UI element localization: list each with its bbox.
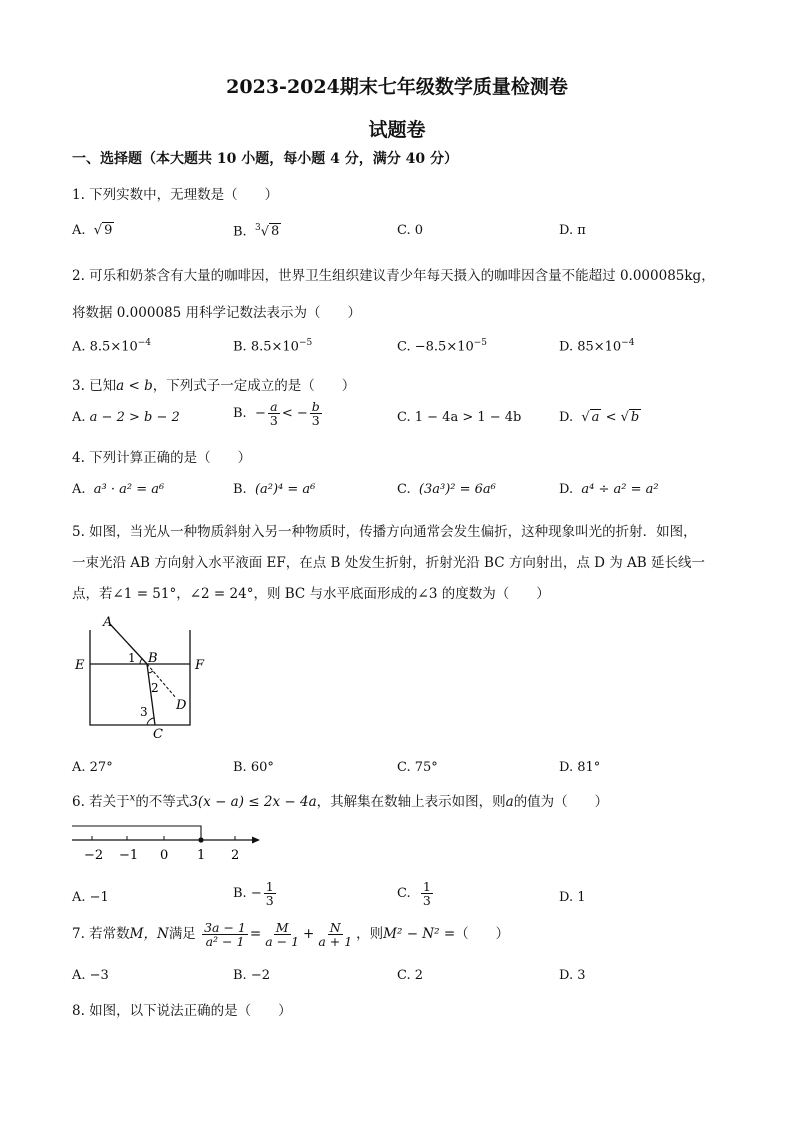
q1-option-b: B. $^3$√ 8 xyxy=(233,223,280,240)
q6-option-d: D. 1 xyxy=(559,890,586,905)
q5-option-b: B. 60° xyxy=(233,760,274,775)
angle-2-arc xyxy=(148,671,153,673)
label-a: A xyxy=(103,615,113,630)
q6-option-a: A. −1 xyxy=(72,890,109,905)
q5-option-c: C. 75° xyxy=(397,760,438,775)
q3-option-b: B. − $\frac{a}{3}$ < − $\frac{b}{3}$ xyxy=(233,399,320,429)
q1-option-a: A. √ 9 xyxy=(72,223,113,238)
q4-option-d: D. a⁴ ÷ a² = a² xyxy=(559,482,659,497)
q6-option-c: C. $\frac{1}{3}$ xyxy=(397,879,431,909)
tick-label: 2 xyxy=(231,848,240,863)
q2-option-c: C. $-8.5\times 10^{-5}$ xyxy=(397,338,488,355)
question-7-stem: 7. 若常数M，N满足 $\frac{3a - 1}{\text{a² − 1}}$ = $\frac{M}{a - 1}$ + $\frac{N}{a + 1}$ ，则M² − N² =（ ） xyxy=(72,920,510,950)
q1-option-d: D. π xyxy=(559,223,586,238)
angle-1-arc xyxy=(140,659,142,664)
label-angle-3: 3 xyxy=(140,705,148,719)
refraction-figure xyxy=(70,612,220,747)
label-f: F xyxy=(195,658,205,673)
question-6-stem: 6. 若关于$^x$的不等式3(x − a) ≤ 2x − 4a，其解集在数轴上表示如图，则a的值为（ ） xyxy=(72,792,609,810)
q4-option-a: A. a³ · a² = a⁶ xyxy=(72,482,165,497)
q7-option-b: B. −2 xyxy=(233,968,270,983)
question-5-line-1: 5. 如图，当光从一种物质斜射入另一种物质时，传播方向通常会发生偏折，这种现象叫光的折射．如图， xyxy=(72,524,697,540)
q2-option-a: A. $8.5\times 10^{-4}$ xyxy=(72,338,152,355)
angle-3-arc xyxy=(147,718,154,725)
label-d: D xyxy=(176,698,187,713)
q3-option-d: D. √ a < √ b xyxy=(559,410,640,425)
tick-label: −2 xyxy=(84,848,104,863)
question-5-line-2: 一束光沿 AB 方向射入水平液面 EF，在点 B 处发生折射，折射光沿 BC 方向射出，点 D 为 AB 延长线一 xyxy=(72,555,706,571)
question-5-line-3: 点，若∠1 = 51°，∠2 = 24°，则 BC 与水平底面形成的∠3 的度数为（ ） xyxy=(72,586,550,602)
section-heading: 一、选择题（本大题共 10 小题，每小题 4 分，满分 40 分） xyxy=(72,151,458,167)
q2-option-d: D. $85\times 10^{-4}$ xyxy=(559,338,635,355)
question-2-line-2: 将数据 0.000085 用科学记数法表示为（ ） xyxy=(72,305,361,321)
question-1-stem: 1. 下列实数中，无理数是（ ） xyxy=(72,187,279,203)
tick-label: 1 xyxy=(197,848,206,863)
page-subtitle: 试题卷 xyxy=(368,119,426,141)
q4-option-b: B. (a²)⁴ = a⁶ xyxy=(233,482,316,497)
solution-bracket xyxy=(72,826,201,840)
axis-arrow xyxy=(252,837,260,844)
number-line xyxy=(68,818,268,866)
q6-option-b: B. − $\frac{1}{3}$ xyxy=(233,879,274,909)
label-b: B xyxy=(148,651,158,666)
question-3-stem: 3. 已知a < b，下列式子一定成立的是（ ） xyxy=(72,378,356,394)
q2-option-b: B. $8.5\times 10^{-5}$ xyxy=(233,338,313,355)
q3-option-a: A. a − 2 > b − 2 xyxy=(72,410,180,425)
question-4-stem: 4. 下列计算正确的是（ ） xyxy=(72,450,252,466)
q7-option-c: C. 2 xyxy=(397,968,424,983)
q3-option-c: C. 1 − 4a > 1 − 4b xyxy=(397,410,522,425)
label-angle-2: 2 xyxy=(151,681,159,695)
q7-option-d: D. 3 xyxy=(559,968,586,983)
label-c: C xyxy=(153,727,163,742)
label-angle-1: 1 xyxy=(128,651,136,665)
q7-option-a: A. −3 xyxy=(72,968,109,983)
label-e: E xyxy=(75,658,85,673)
q5-option-d: D. 81° xyxy=(559,760,601,775)
question-8-stem: 8. 如图，以下说法正确的是（ ） xyxy=(72,1003,292,1019)
question-2-line-1: 2. 可乐和奶茶含有大量的咖啡因，世界卫生组织建议青少年每天摄入的咖啡因含量不能超过 0.000085kg， xyxy=(72,268,715,284)
q4-option-c: C. (3a³)² = 6a⁶ xyxy=(397,482,496,497)
solid-endpoint xyxy=(198,837,203,842)
tick-label: 0 xyxy=(160,848,169,863)
page-title: 2023-2024期末七年级数学质量检测卷 xyxy=(226,76,568,98)
q1-option-c: C. 0 xyxy=(397,223,424,238)
q5-option-a: A. 27° xyxy=(72,760,113,775)
tick-label: −1 xyxy=(119,848,139,863)
